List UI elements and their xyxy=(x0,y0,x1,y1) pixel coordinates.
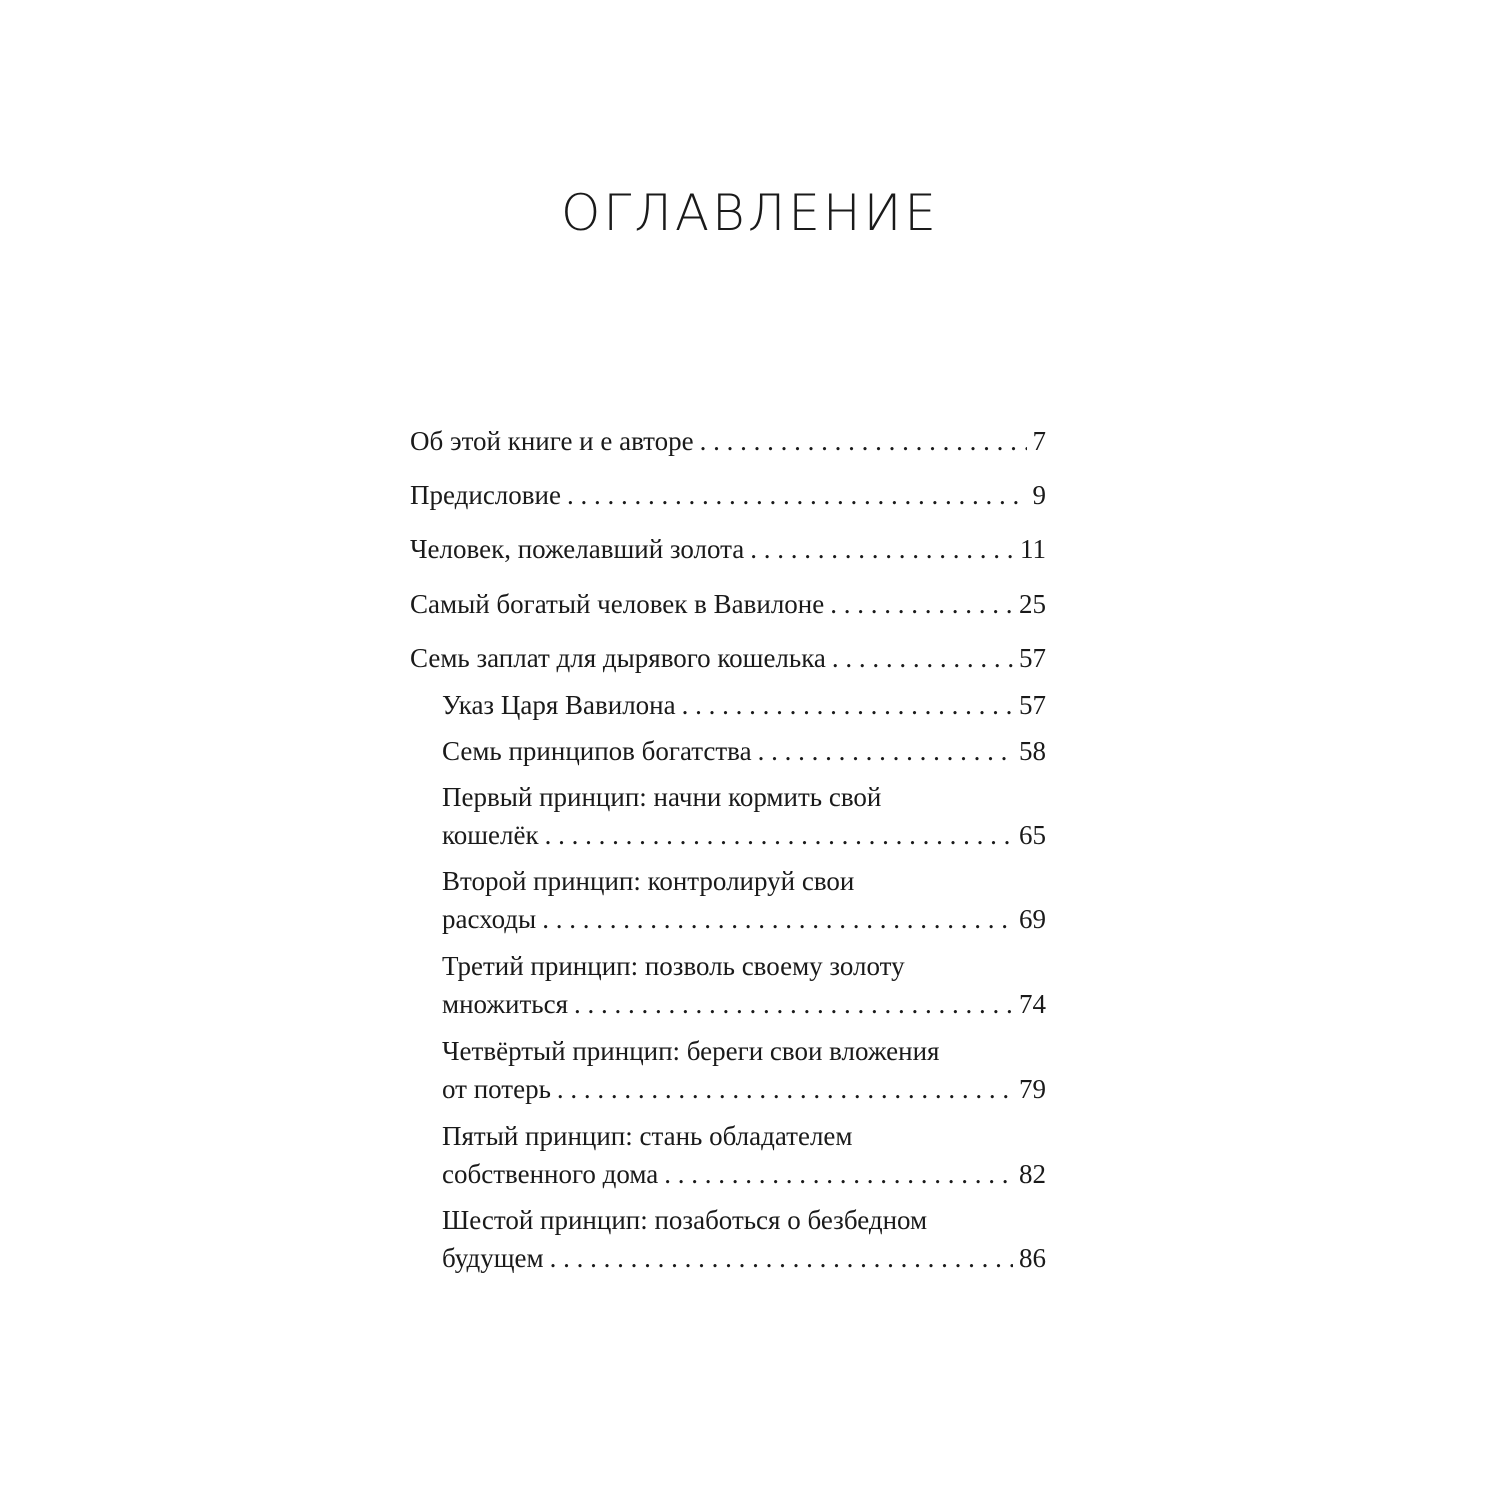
toc-subentry-second-principle[interactable] xyxy=(442,862,1046,938)
toc-entry-title-line: Первый принцип: начни кормить свой xyxy=(442,782,882,812)
toc-page-number: 58 xyxy=(1019,736,1046,766)
toc-entry-label: Самый богатый человек в Вавилоне xyxy=(410,589,825,619)
toc-entry-man-who-desired-gold[interactable] xyxy=(410,530,1046,568)
dot-leader xyxy=(664,1155,1013,1193)
toc-entry-label: Семь заплат для дырявого кошелька xyxy=(410,643,826,673)
toc-page-number: 65 xyxy=(1019,820,1046,850)
toc-entry-label: Указ Царя Вавилона xyxy=(442,690,676,720)
toc-entry-title-line: Шестой принцип: позаботься о безбедном xyxy=(442,1205,928,1235)
toc-page-number: 79 xyxy=(1019,1074,1046,1104)
toc-page-number: 57 xyxy=(1019,643,1046,673)
toc-entry-title-line: Пятый принцип: стань обладателем xyxy=(442,1121,853,1151)
toc-page-number: 9 xyxy=(1032,480,1046,510)
toc-subentry-sixth-principle[interactable] xyxy=(442,1201,1046,1277)
dot-leader xyxy=(700,422,1027,460)
toc-page-number: 7 xyxy=(1032,426,1046,456)
toc-entry-label: Семь принципов богатства xyxy=(442,736,752,766)
toc-entry-label: Об этой книге и е авторе xyxy=(410,426,694,456)
dot-leader xyxy=(758,732,1013,770)
toc-subentry-fourth-principle[interactable] xyxy=(442,1032,1046,1108)
dot-leader xyxy=(545,816,1013,854)
toc-subentry-fifth-principle[interactable] xyxy=(442,1117,1046,1193)
toc-entry-label: Человек, пожелавший золота xyxy=(410,534,745,564)
toc-page-number: 86 xyxy=(1019,1243,1046,1273)
dot-leader xyxy=(557,1070,1013,1108)
page-title: ОГЛАВЛЕНИЕ xyxy=(561,184,939,242)
toc-entry-label: будущем xyxy=(442,1243,544,1273)
toc-entry-label: Предисловие xyxy=(410,480,561,510)
dot-leader xyxy=(574,985,1013,1023)
toc-page-number: 57 xyxy=(1019,690,1046,720)
dot-leader xyxy=(832,639,1013,677)
toc-entry-label: множиться xyxy=(442,989,568,1019)
toc-entry-label: от потерь xyxy=(442,1074,551,1104)
dot-leader xyxy=(567,476,1027,514)
toc-entry-title-line: Четвёртый принцип: береги свои вложения xyxy=(442,1036,940,1066)
toc-entry-about-book[interactable] xyxy=(410,422,1046,460)
toc-subentry-seven-principles[interactable] xyxy=(442,732,1046,770)
toc-page-number: 25 xyxy=(1019,589,1046,619)
toc-entry-title-line: Третий принцип: позволь своему золоту xyxy=(442,951,905,981)
toc-subentry-first-principle[interactable] xyxy=(442,778,1046,854)
dot-leader xyxy=(550,1239,1013,1277)
toc-entry-label: кошелёк xyxy=(442,820,539,850)
toc-entry-title-line: Второй принцип: контролируй свои xyxy=(442,866,855,896)
dot-leader xyxy=(542,900,1013,938)
toc-page-number: 74 xyxy=(1019,989,1046,1019)
toc-entry-preface[interactable] xyxy=(410,476,1046,514)
dot-leader xyxy=(830,585,1013,623)
dot-leader xyxy=(682,686,1013,724)
toc-page-number: 11 xyxy=(1020,534,1046,564)
toc-subentry-kings-decree[interactable] xyxy=(442,686,1046,724)
toc-entry-richest-man[interactable] xyxy=(410,585,1046,623)
toc-entry-label: собственного дома xyxy=(442,1159,659,1189)
toc-entry-label: расходы xyxy=(442,904,537,934)
toc-entry-seven-cures[interactable] xyxy=(410,639,1046,677)
toc-subentry-third-principle[interactable] xyxy=(442,947,1046,1023)
toc-page-number: 69 xyxy=(1019,904,1046,934)
dot-leader xyxy=(750,530,1014,568)
toc-page-number: 82 xyxy=(1019,1159,1046,1189)
